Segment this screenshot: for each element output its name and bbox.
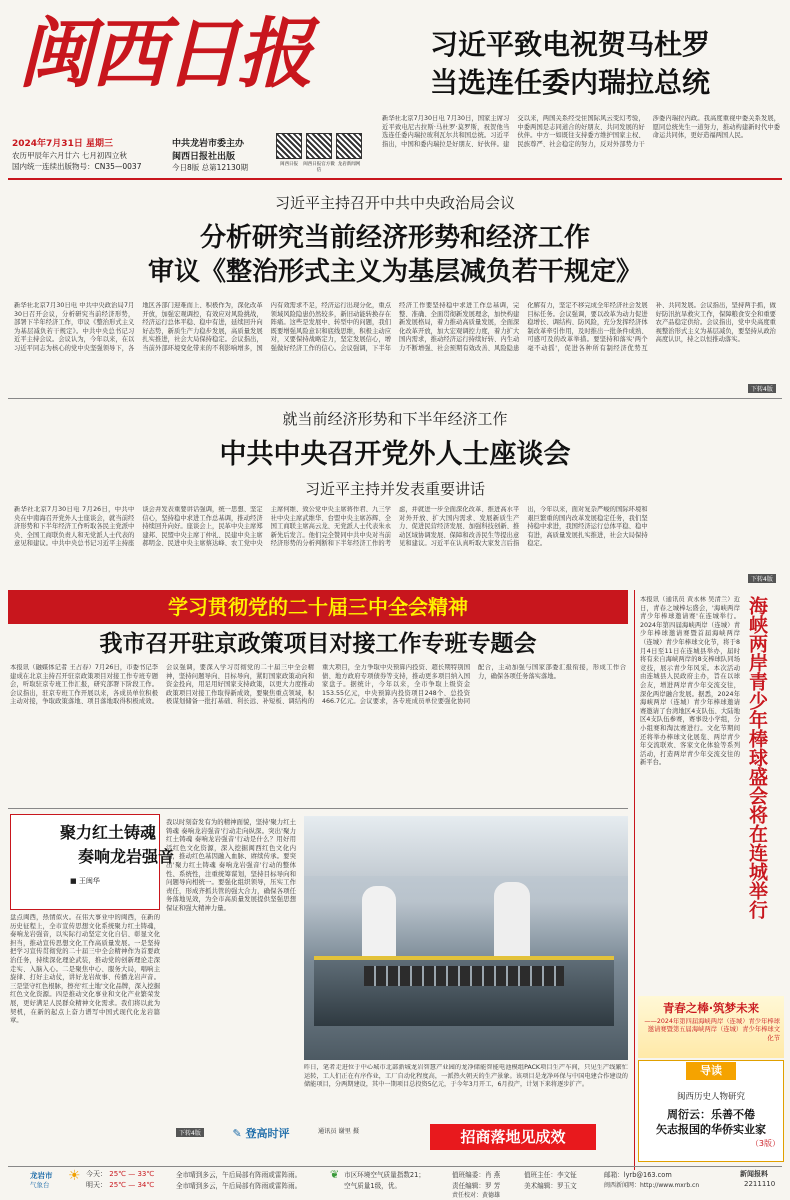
duty-editor: 值班编委：肖 燕 xyxy=(452,1171,501,1179)
qr-label-wechat: 闽西日报官方微信 xyxy=(303,162,335,173)
essay-author-name: 王闽华 xyxy=(78,877,100,885)
symposium-kicker: 就当前经济形势和下半年经济工作 xyxy=(282,410,508,428)
weather-desc-1: 全市晴到多云，午后局部有阵雨或雷阵雨。 xyxy=(176,1171,302,1179)
beijing-body: 本报讯（融媒体记者 王占春）7月26日，市委书记李建成在北京主持召开驻京政策项目对接工作专班专题会，听取驻京专班工作汇报，研究部署下阶段工作。会议指出，驻京专班工作开展以来，各成员单位积极主动对接，争取政策落地、项目落地取得积极成效。会议强调，要深入学习贯彻党的二十届三中全会精神，坚持问题导向、目标导向，紧盯国家政策动向和资金投向，用足用好国家支持政策，以更大力度推动政策项目对接工作取得新成效，要聚焦重点领域，积极谋划储备一批打基础、利长远、补短板、调结构的重大项目，全力争取中央预算内投资、超长期特别国债、地方政府专项债券等支持，推动更多项目纳入国家盘子。据统计，今年以来，全市争取上级资金153.55亿元，中央预算内投资项目248个、总投资466.7亿元。会议要求，各专班成员单位要强化协同配合，主动加强与国家部委汇报衔接，形成工作合力，确保各项任务落实落地。 xyxy=(10,664,626,706)
symposium-subhead: 习近平主持并发表重要讲话 xyxy=(304,480,485,498)
weather-tomorrow xyxy=(86,1180,154,1190)
masthead-sponsor: 中共龙岩市委主办 xyxy=(172,139,245,149)
weather-city: 龙岩市 xyxy=(30,1171,53,1180)
politburo-kicker: 习近平主持召开中共中央政治局会议 xyxy=(274,194,515,212)
politburo-continued[interactable]: 下转4版 xyxy=(748,384,776,393)
guide-page-ref[interactable]: （3版） xyxy=(750,1139,780,1148)
masthead-publisher: 闽西日报社出版 xyxy=(172,152,236,162)
top-story-headline-2: 当选连任委内瑞拉总统 xyxy=(430,66,711,99)
aqi-1: 市区环境空气质量指数21； xyxy=(344,1171,425,1179)
qr-code-wechat[interactable] xyxy=(306,133,332,159)
duty-director: 值班主任：李文钲 xyxy=(524,1171,577,1179)
essay-headline-1: 聚力红土铸魂 xyxy=(60,823,157,842)
today-label: 今天： xyxy=(86,1170,107,1178)
essay-headline-2: 奏响龙岩强音 xyxy=(78,847,175,866)
sun-icon: ☀ xyxy=(68,1168,81,1184)
aqi-2: 空气质量1级，优。 xyxy=(344,1182,401,1190)
factory-photo xyxy=(304,816,628,1060)
weather-today xyxy=(86,1169,154,1179)
photo-modules xyxy=(364,966,564,986)
essay-continued[interactable]: 下转4版 xyxy=(176,1128,204,1137)
photo-credit: 通讯员 谢里 摄 xyxy=(318,1128,360,1135)
section-divider-2 xyxy=(8,808,628,809)
hotline-number[interactable]: 2211110 xyxy=(744,1180,776,1188)
guide-title-2: 矢志报国的华侨实业家 xyxy=(656,1123,766,1136)
qr-label-newspaper: 闽西日报 xyxy=(280,162,298,167)
right-column-rule xyxy=(634,590,635,1170)
symposium-body: 新华社北京7月30日电 7月26日，中共中央在中南海召开党外人士座谈会，就当前经济形势和下半年经济工作听取各民主党派中央、全国工商联负责人和无党派人士代表的意见和建议。中共中央总书记习近平主持座谈会并发表重要讲话强调，统一思想、坚定信心，坚持稳中求进工作总基调，推动经济持续回升向好。座谈会上，民革中央主席郑建邦、民盟中央主席丁仲礼、民建中央主席郝明金、民进中央主席蔡达峰、农工党中央主席何维、致公党中央主席蒋作君、九三学社中央主席武维华、台盟中央主席苏辉、全国工商联主席高云龙、无党派人士代表朱永新先后发言。他们完全赞同中共中央对当前经济形势的分析判断和下半年经济工作的考虑，并就进一步全面深化改革、推进高水平对外开放、扩大国内需求、发展新质生产力、促进民营经济发展、加强科技创新、推动区域协调发展、保障和改善民生等提出意见和建议。习近平在认真听取大家发言后指出，今年以来，面对复杂严峻的国际环境和艰巨繁重的国内改革发展稳定任务，我们坚持稳中求进，我国经济运行总体平稳、稳中有进，高质量发展扎实推进，社会大局保持稳定。 xyxy=(14,506,648,548)
top-story-body: 新华社北京7月30日电 7月30日，国家主席习近平致电尼古拉斯·马杜罗·莫罗斯，祝贺他当选连任委内瑞拉玻利瓦尔共和国总统。习近平指出，中国和委内瑞拉是好朋友、好伙伴。建交以来，两国关系经受住国际风云变幻考验，中委两国是志同道合的好朋友、共同发展的好伙伴。中方一如既往支持委方维护国家主权、民族尊严、社会稳定的努力，反对外部势力干涉委内瑞拉内政。我高度重视中委关系发展，愿同总统先生一道努力，推动构建新时代中委命运共同体，更好造福两国人民。 xyxy=(382,115,780,148)
guide-page-ref-text: 3版 xyxy=(758,1139,772,1148)
essay-body: 盘点闽西，热情似火。在伟大事业中的闽西，在新的历史征程上，全市宣传思想文化系统聚力红土铸魂，奏响龙岩强音，以实际行动坚定文化自信、彰显文化担当，推动宣传思想文化工作高质量发展。一是坚持把学习宣传贯彻党的二十届三中全会精神作为首要政治任务，持续深化理论武装，推动党的创新理论走深走实、入脑入心。二是聚焦中心、服务大局，唱响主旋律、打好主动仗，讲好龙岩故事、传播龙岩声音。三是坚守红色根脉，擦亮'红土地'文化品牌，深入挖掘红色文化资源。四是推动文化事业和文化产业繁荣发展，更好满足人民群众精神文化需求。我们将以此为契机，在新的起点上奋力谱写中国式现代化龙岩篇章。 xyxy=(10,914,160,1025)
today-temp: 25℃ — 33℃ xyxy=(109,1170,155,1178)
column-tag-text: 登高时评 xyxy=(245,1127,290,1140)
footer-email[interactable]: 邮箱：lyrb@163.com xyxy=(604,1171,672,1179)
masthead-issn: 国内统一连续出版物号：CN35—0037 xyxy=(12,162,142,171)
essay-col2-body: 我以时刻奋发有为的精神面貌，坚持'聚力红土铸魂 奏响龙岩强音'行动走向纵深。突出'聚力红土铸魂 奏响龙岩强音'行动是什么？用好用活红色文化资源，深入挖掘闽西红色文化内涵，推动红色基因融入血脉、赓续传承。要突出'聚力红土铸魂 奏响龙岩强音'行动的整体性、系统性，注重统筹谋划，坚持目标导向和问题导向相统一。要强化组织领导，压实工作责任，形成齐抓共管的强大合力，确保各项任务落地见效，为全市高质量发展提供坚强思想保证和强大精神力量。 xyxy=(166,818,296,912)
photo-ceiling xyxy=(304,816,628,876)
proof: 责任校对：黄德雄 xyxy=(452,1192,501,1199)
tomorrow-temp: 25℃ — 34℃ xyxy=(109,1181,155,1189)
photo-banner: 招商落地见成效 xyxy=(430,1124,596,1150)
baseball-promo-sub: ——2024年第四届海峡两岸（连城）青少年棒球邀请赛暨第五届海峡两岸（连城）青少年棒球文化节 xyxy=(644,1018,780,1042)
column-tag: ✎ 登高时评 xyxy=(232,1127,290,1140)
guide-section: 闽西历史人物研究 xyxy=(676,1092,745,1102)
section-divider-1 xyxy=(8,398,782,399)
baseball-body: 本报讯（通讯员 黄永林 吴清兰）近日，青春之城棒坛盛会，'海峡两岸青少年棒球邀请赛'在连城举行。2024年第四届海峡两岸（连城）青少年棒球邀请赛暨首届海峡两岸（连城）青少年棒球文化节，将于8月4日至11日在连城县举办，届时将有来自海峡两岸的8支棒球队同场竞技，展示青少年风采。本次活动由连城县人民政府主办，旨在以球会友，增进两岸青少年交流交往，深化两岸融合发展。据悉，2024年海峡两岸（连城）青少年棒球邀请赛邀请了台湾地区4支队伍、大陆地区4支队伍参赛，赛事设小学组，分小组赛和淘汰赛进行。文化节期间还将举办棒球文化展览、两岸青少年交流联欢、客家文化体验等系列活动，打造两岸青少年交流交往的新平台。 xyxy=(640,596,740,767)
leaf-icon: ❦ xyxy=(330,1168,340,1181)
symposium-headline: 中共中央召开党外人士座谈会 xyxy=(219,439,571,470)
symposium-continued[interactable]: 下转4版 xyxy=(748,574,776,583)
politburo-headline-1: 分析研究当前经济形势和经济工作 xyxy=(199,223,590,253)
masthead-logo: 闽西日报 xyxy=(18,9,310,98)
essay-author: ■ 王闽华 xyxy=(70,877,100,885)
plenum-banner: 学习贯彻党的二十届三中全会精神 xyxy=(8,590,628,624)
politburo-body: 新华社北京7月30日电 中共中央政治局7月30日召开会议，分析研究当前经济形势，部署下半年经济工作，审议《整治形式主义为基层减负若干规定》。中共中央总书记习近平主持会议。会议认为，今年以来，在以习近平同志为核心的党中央坚强领导下，各地区各部门迎难而上、积极作为，深化改革开放，加强宏观调控，有效应对风险挑战，经济运行总体平稳、稳中有进，延续回升向好态势，新质生产力稳步发展，高质量发展扎实推进，社会大局保持稳定。会议指出，当前外部环境变化带来的不利影响增多，国内有效需求不足，经济运行出现分化，重点领域风险隐患仍然较多，新旧动能转换存在阵痛。这些是发展中、转型中的问题，我们既要增强风险意识和底线思维，积极主动应对，又要保持战略定力，坚定发展信心，增强做好经济工作的信心。会议强调，下半年经济工作要坚持稳中求进工作总基调，完整、准确、全面贯彻新发展理念，加快构建新发展格局，着力推动高质量发展，全面深化改革开放，加大宏观调控力度，着力扩大国内需求，推动经济运行持续好转、内生动力不断增强、社会预期有效改善、风险隐患化解有力，坚定不移完成全年经济社会发展目标任务。会议强调，要以改革为动力促进稳增长、调结构、防风险，充分发挥经济体制改革牵引作用，及时推出一批条件成熟、可感可及的改革举措。要坚持和落实'两个毫不动摇'，促进各种所有制经济优势互补、共同发展。会议指出，坚持两手抓，做好防汛抗旱救灾工作，保障粮食安全和重要农产品稳定供给。会议指出，党中央高度重视整治形式主义为基层减负，要坚持从政治高度认识，持之以恒推动落实。 xyxy=(14,302,776,352)
top-story-headline-1: 习近平致电祝贺马杜罗 xyxy=(430,28,711,61)
masthead-divider xyxy=(8,178,782,180)
masthead-date: 2024年7月31日 星期三 xyxy=(12,139,113,149)
baseball-promo-title: 青春之棒·筑梦未来 xyxy=(662,1001,760,1015)
qr-code-newspaper[interactable] xyxy=(276,133,302,159)
masthead-lunar: 农历甲辰年六月廿六 七月初四立秋 xyxy=(12,151,127,160)
photo-caption: 昨日，笔者走进位于中心城市北部新城龙岩智慧产业园的龙净储能智能电池模组PACK项目生产车间，只见生产线繁忙运转，工人们正在有序作业，工厂自动化程度高，一派热火朝天的生产景象。该项目是龙净环保与中国电建合作建设的储能项目，分两期建设，其中一期项目总投资5亿元，于今年3月开工，6月投产，计划下来将逐步扩产。 xyxy=(304,1064,628,1089)
masthead-edition: 今日8版 总第12130期 xyxy=(172,163,249,172)
footer-site[interactable]: 闽西新闻网：http://www.mxrb.cn xyxy=(604,1182,700,1189)
footer-rule xyxy=(8,1166,782,1167)
hotline-label: 新闻报料 xyxy=(740,1170,768,1178)
baseball-vertical-headline: 海峡两岸青少年棒球盛会将在连城举行 xyxy=(746,596,768,919)
tomorrow-label: 明天： xyxy=(86,1181,107,1189)
qr-label-website: 龙岩新闻网 xyxy=(337,162,361,167)
weather-label: 气象台 xyxy=(30,1181,50,1189)
qr-code-website[interactable] xyxy=(336,133,362,159)
guide-label: 导读 xyxy=(686,1062,736,1080)
editor: 责任编辑：罗 芳 xyxy=(452,1182,501,1190)
politburo-headline-2: 审议《整治形式主义为基层减负若干规定》 xyxy=(147,257,642,287)
guide-title-1: 周衍云：乐善不倦 xyxy=(667,1108,755,1121)
designer: 美术编辑：罗玉文 xyxy=(524,1182,577,1190)
weather-desc-2: 全市晴到多云，午后局部有阵雨或雷阵雨。 xyxy=(176,1182,302,1190)
beijing-headline: 我市召开驻京政策项目对接工作专班专题会 xyxy=(99,631,537,657)
